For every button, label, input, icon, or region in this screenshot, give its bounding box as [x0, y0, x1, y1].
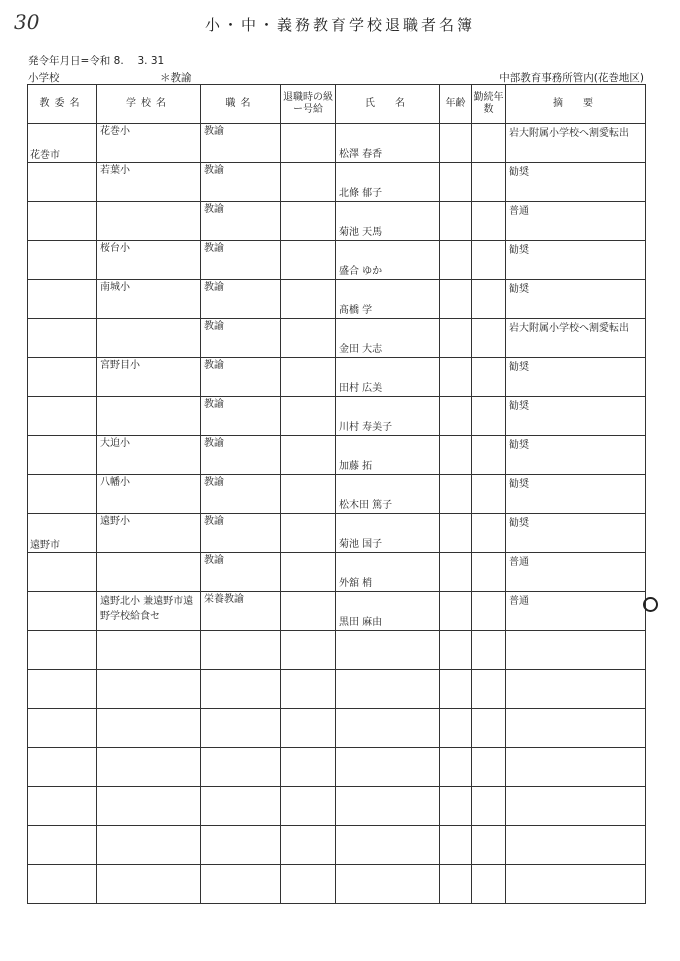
header-remarks: 摘 要 [506, 85, 646, 124]
empty-cell [440, 748, 472, 787]
cell-years [472, 124, 506, 163]
empty-cell [28, 865, 97, 904]
cell-school [97, 397, 201, 436]
board-text: 遠野市 [30, 540, 60, 551]
empty-cell [472, 826, 506, 865]
job-text: 栄養教諭 [204, 594, 244, 605]
remarks-text: 勧奨 [509, 401, 529, 412]
empty-cell [281, 787, 336, 826]
cell-age [440, 280, 472, 319]
school-text: 遠野小 [100, 516, 130, 527]
empty-cell [336, 748, 440, 787]
empty-cell [440, 787, 472, 826]
remarks-text: 勧奨 [509, 284, 529, 295]
cell-job [201, 319, 281, 358]
empty-cell [97, 709, 201, 748]
cell-remarks [506, 202, 646, 241]
table-row [28, 358, 646, 397]
cell-job [201, 124, 281, 163]
empty-cell [28, 826, 97, 865]
cell-board [28, 241, 97, 280]
empty-cell [281, 865, 336, 904]
header-board: 教委名 [28, 85, 97, 124]
job-text: 教諭 [204, 126, 224, 137]
empty-row [28, 631, 646, 670]
name-text: 盛合 ゆか [339, 266, 383, 277]
cell-age [440, 319, 472, 358]
cell-school [97, 436, 201, 475]
document-title: 小・中・義務教育学校退職者名簿 [204, 16, 475, 34]
empty-cell [201, 709, 281, 748]
cell-name [336, 436, 440, 475]
cell-school [97, 475, 201, 514]
cell-school [97, 319, 201, 358]
empty-cell [472, 865, 506, 904]
cell-grade [281, 475, 336, 514]
school-text: 八幡小 [100, 477, 130, 488]
cell-years [472, 280, 506, 319]
empty-cell [201, 826, 281, 865]
job-text: 教諭 [204, 477, 224, 488]
remarks-text: 普通 [509, 596, 529, 607]
cell-years [472, 163, 506, 202]
empty-cell [506, 709, 646, 748]
cell-age [440, 124, 472, 163]
table-row [28, 202, 646, 241]
empty-cell [440, 826, 472, 865]
empty-cell [97, 826, 201, 865]
cell-job [201, 358, 281, 397]
cell-school [97, 514, 201, 553]
name-text: 黒田 麻由 [339, 617, 383, 628]
cell-grade [281, 592, 336, 631]
cell-remarks [506, 358, 646, 397]
remarks-text: 勧奨 [509, 440, 529, 451]
job-text: 教諭 [204, 516, 224, 527]
cell-grade [281, 553, 336, 592]
cell-grade [281, 163, 336, 202]
empty-cell [28, 709, 97, 748]
cell-school [97, 202, 201, 241]
name-text: 川村 寿美子 [339, 422, 393, 433]
empty-cell [28, 670, 97, 709]
cell-age [440, 514, 472, 553]
cell-remarks [506, 436, 646, 475]
empty-cell [281, 631, 336, 670]
table-row [28, 124, 646, 163]
school-text: 桜台小 [100, 243, 130, 254]
school-text: 遠野北小 兼遠野市遠野学校給食セ [100, 596, 194, 622]
cell-remarks [506, 553, 646, 592]
cell-job [201, 397, 281, 436]
cell-age [440, 358, 472, 397]
cell-years [472, 553, 506, 592]
board-text: 花巻市 [30, 150, 60, 161]
cell-age [440, 553, 472, 592]
empty-cell [506, 787, 646, 826]
cell-board [28, 514, 97, 553]
cell-remarks [506, 241, 646, 280]
school-text: 大迫小 [100, 438, 130, 449]
cell-school [97, 358, 201, 397]
cell-grade [281, 436, 336, 475]
empty-cell [336, 865, 440, 904]
empty-row [28, 709, 646, 748]
empty-cell [506, 865, 646, 904]
empty-cell [506, 670, 646, 709]
cell-name [336, 475, 440, 514]
cell-board [28, 436, 97, 475]
cell-age [440, 592, 472, 631]
empty-row [28, 787, 646, 826]
empty-cell [336, 631, 440, 670]
header-years: 勤続年数 [472, 85, 506, 124]
cell-remarks [506, 319, 646, 358]
cell-years [472, 358, 506, 397]
table-row [28, 319, 646, 358]
table-row [28, 553, 646, 592]
cell-age [440, 475, 472, 514]
remarks-text: 勧奨 [509, 518, 529, 529]
cell-grade [281, 241, 336, 280]
school-text: 花巻小 [100, 126, 130, 137]
cell-job [201, 514, 281, 553]
cell-grade [281, 124, 336, 163]
cell-name [336, 124, 440, 163]
name-text: 金田 大志 [339, 344, 383, 355]
cell-board [28, 358, 97, 397]
remarks-text: 岩大附属小学校へ割愛転出 [509, 323, 629, 334]
cell-remarks [506, 397, 646, 436]
job-text: 教諭 [204, 555, 224, 566]
cell-job [201, 592, 281, 631]
cell-school [97, 241, 201, 280]
empty-cell [336, 670, 440, 709]
cell-name [336, 514, 440, 553]
empty-cell [472, 670, 506, 709]
punch-hole [643, 597, 658, 612]
empty-cell [336, 787, 440, 826]
cell-name [336, 319, 440, 358]
empty-row [28, 865, 646, 904]
cell-grade [281, 202, 336, 241]
remarks-text: 勧奨 [509, 245, 529, 256]
cell-years [472, 397, 506, 436]
job-text: 教諭 [204, 204, 224, 215]
empty-cell [281, 670, 336, 709]
empty-cell [506, 826, 646, 865]
table-row [28, 163, 646, 202]
cell-board [28, 319, 97, 358]
empty-cell [201, 670, 281, 709]
header-row [28, 85, 646, 124]
empty-cell [28, 631, 97, 670]
remarks-text: 岩大附属小学校へ割愛転出 [509, 128, 629, 139]
cell-name [336, 280, 440, 319]
job-text: 教諭 [204, 438, 224, 449]
school-text: 南城小 [100, 282, 130, 293]
name-text: 菊池 国子 [339, 539, 383, 550]
cell-years [472, 202, 506, 241]
cell-remarks [506, 514, 646, 553]
cell-name [336, 163, 440, 202]
job-text: 教諭 [204, 165, 224, 176]
empty-cell [472, 631, 506, 670]
cell-remarks [506, 592, 646, 631]
empty-cell [281, 709, 336, 748]
cell-school [97, 280, 201, 319]
name-text: 北條 郁子 [339, 188, 383, 199]
empty-cell [281, 826, 336, 865]
cell-age [440, 436, 472, 475]
empty-cell [28, 748, 97, 787]
cell-school [97, 553, 201, 592]
cell-remarks [506, 280, 646, 319]
job-filter: ＊教諭 [160, 72, 192, 84]
cell-name [336, 397, 440, 436]
table-row [28, 514, 646, 553]
remarks-text: 普通 [509, 206, 529, 217]
header-grade: 退職時の級ー号給 [281, 85, 336, 124]
job-text: 教諭 [204, 243, 224, 254]
empty-cell [28, 787, 97, 826]
cell-job [201, 436, 281, 475]
cell-board [28, 163, 97, 202]
remarks-text: 勧奨 [509, 479, 529, 490]
table-row [28, 397, 646, 436]
remarks-text: 普通 [509, 557, 529, 568]
empty-row [28, 826, 646, 865]
table-row [28, 592, 646, 631]
name-text: 外舘 梢 [339, 578, 373, 589]
cell-school [97, 163, 201, 202]
cell-job [201, 475, 281, 514]
empty-cell [201, 748, 281, 787]
cell-name [336, 241, 440, 280]
empty-cell [336, 709, 440, 748]
school-text: 宮野目小 [100, 360, 140, 371]
retiree-register-table [27, 84, 646, 904]
cell-name [336, 358, 440, 397]
cell-age [440, 397, 472, 436]
cell-job [201, 202, 281, 241]
job-text: 教諭 [204, 360, 224, 371]
cell-years [472, 319, 506, 358]
cell-age [440, 202, 472, 241]
cell-years [472, 514, 506, 553]
empty-cell [506, 748, 646, 787]
empty-cell [97, 865, 201, 904]
issue-date: 発令年月日=令和 8. 3. 31 [28, 55, 165, 67]
name-text: 加藤 拓 [339, 461, 373, 472]
cell-years [472, 592, 506, 631]
cell-grade [281, 514, 336, 553]
remarks-text: 勧奨 [509, 167, 529, 178]
school-text: 若葉小 [100, 165, 130, 176]
header-school: 学校名 [97, 85, 201, 124]
cell-school [97, 592, 201, 631]
office-name: 中部教育事務所管内(花巻地区) [499, 72, 644, 84]
cell-job [201, 553, 281, 592]
empty-cell [336, 826, 440, 865]
empty-row [28, 670, 646, 709]
cell-board [28, 124, 97, 163]
empty-cell [281, 748, 336, 787]
cell-remarks [506, 475, 646, 514]
cell-years [472, 241, 506, 280]
cell-board [28, 397, 97, 436]
name-text: 松澤 春香 [339, 149, 383, 160]
cell-school [97, 124, 201, 163]
cell-board [28, 202, 97, 241]
table-row [28, 280, 646, 319]
cell-job [201, 241, 281, 280]
empty-cell [472, 787, 506, 826]
remarks-text: 勧奨 [509, 362, 529, 373]
empty-cell [440, 631, 472, 670]
empty-cell [97, 631, 201, 670]
empty-cell [440, 670, 472, 709]
header-name: 氏 名 [336, 85, 440, 124]
empty-row [28, 748, 646, 787]
empty-cell [201, 631, 281, 670]
cell-years [472, 436, 506, 475]
school-type: 小学校 [28, 72, 60, 84]
cell-remarks [506, 124, 646, 163]
cell-job [201, 163, 281, 202]
header-age: 年齢 [440, 85, 472, 124]
name-text: 田村 広美 [339, 383, 383, 394]
empty-cell [440, 865, 472, 904]
cell-grade [281, 397, 336, 436]
empty-cell [97, 787, 201, 826]
job-text: 教諭 [204, 321, 224, 332]
name-text: 菊池 天馬 [339, 227, 383, 238]
cell-grade [281, 280, 336, 319]
table-row [28, 436, 646, 475]
cell-grade [281, 358, 336, 397]
table-row [28, 475, 646, 514]
cell-years [472, 475, 506, 514]
cell-name [336, 202, 440, 241]
empty-cell [97, 748, 201, 787]
cell-age [440, 241, 472, 280]
name-text: 松木田 篤子 [339, 500, 393, 511]
cell-job [201, 280, 281, 319]
cell-board [28, 592, 97, 631]
job-text: 教諭 [204, 282, 224, 293]
empty-cell [201, 865, 281, 904]
header-job: 職名 [201, 85, 281, 124]
empty-cell [472, 748, 506, 787]
cell-name [336, 592, 440, 631]
page-number: 30 [14, 10, 40, 34]
empty-cell [506, 631, 646, 670]
job-text: 教諭 [204, 399, 224, 410]
cell-board [28, 475, 97, 514]
cell-board [28, 280, 97, 319]
empty-cell [201, 787, 281, 826]
cell-age [440, 163, 472, 202]
cell-board [28, 553, 97, 592]
table-row [28, 241, 646, 280]
cell-name [336, 553, 440, 592]
cell-remarks [506, 163, 646, 202]
empty-cell [97, 670, 201, 709]
empty-cell [440, 709, 472, 748]
cell-grade [281, 319, 336, 358]
empty-cell [472, 709, 506, 748]
name-text: 髙橋 学 [339, 305, 373, 316]
